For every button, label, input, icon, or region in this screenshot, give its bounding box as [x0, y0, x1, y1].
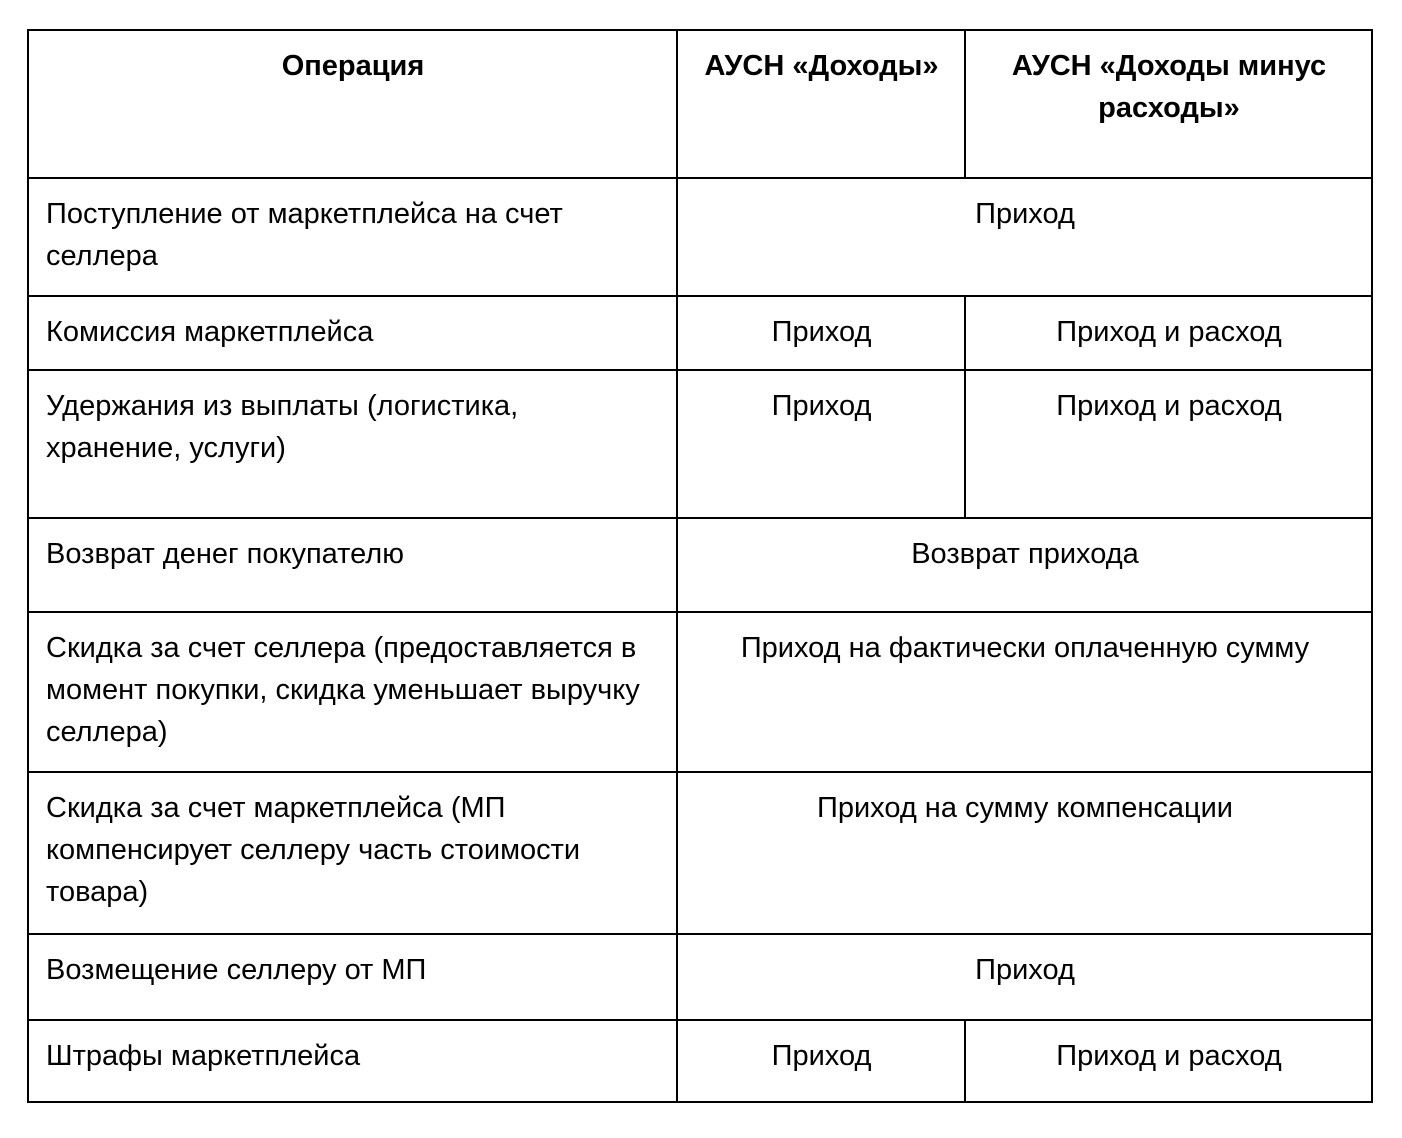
income-minus-expenses-cell: Приход и расход	[965, 370, 1372, 518]
header-ausn-income-minus-expenses: АУСН «Доходы минус расходы»	[965, 30, 1372, 178]
table-row	[28, 296, 1372, 370]
operation-cell: Скидка за счет селлера (предоставляется в момент покупки, скидка уменьшает выручку селлера)	[28, 612, 677, 772]
income-cell: Приход	[677, 296, 965, 370]
merged-result-cell: Приход	[677, 178, 1372, 296]
table-row	[28, 934, 1372, 1020]
income-minus-expenses-cell: Приход и расход	[965, 1020, 1372, 1102]
header-ausn-income: АУСН «Доходы»	[677, 30, 965, 178]
merged-result-cell: Возврат прихода	[677, 518, 1372, 612]
table-row	[28, 178, 1372, 296]
operation-cell: Штрафы маркетплейса	[28, 1020, 677, 1102]
operation-cell: Удержания из выплаты (логистика, хранение, услуги)	[28, 370, 677, 518]
header-row	[28, 30, 1372, 178]
income-cell: Приход	[677, 1020, 965, 1102]
operation-cell: Скидка за счет маркетплейса (МП компенсирует селлеру часть стоимости товара)	[28, 772, 677, 934]
income-cell: Приход	[677, 370, 965, 518]
merged-result-cell: Приход	[677, 934, 1372, 1020]
operation-cell: Возврат денег покупателю	[28, 518, 677, 612]
table-row	[28, 1020, 1372, 1102]
operations-table	[27, 29, 1373, 1103]
table-row	[28, 612, 1372, 772]
header-operation: Операция	[28, 30, 677, 178]
table-row	[28, 772, 1372, 934]
table-row	[28, 518, 1372, 612]
merged-result-cell: Приход на сумму компенсации	[677, 772, 1372, 934]
income-minus-expenses-cell: Приход и расход	[965, 296, 1372, 370]
operation-cell: Комиссия маркетплейса	[28, 296, 677, 370]
table-row	[28, 370, 1372, 518]
operation-cell: Возмещение селлеру от МП	[28, 934, 677, 1020]
operation-cell: Поступление от маркетплейса на счет селлера	[28, 178, 677, 296]
merged-result-cell: Приход на фактически оплаченную сумму	[677, 612, 1372, 772]
